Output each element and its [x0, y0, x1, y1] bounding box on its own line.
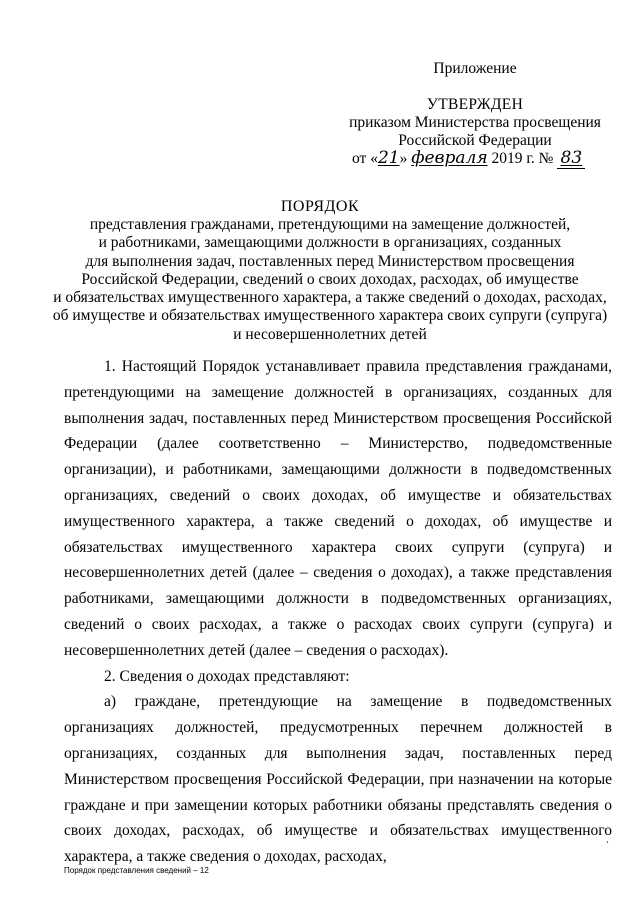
handwritten-order-number: 83 [557, 148, 585, 169]
subtitle-line: и обязательствах имущественного характера, а также сведений о доходах, расходах, [53, 289, 607, 307]
subtitle-line: представления гражданами, претендующими на замещение должностей, [89, 216, 571, 233]
subtitle-line: Российской Федерации, сведений о своих доходах, расходах, об имуществе [81, 270, 579, 288]
handwritten-month: февраля [411, 148, 488, 168]
date-prefix: от « [352, 150, 378, 167]
paragraph-2: 2. Сведения о доходах представляют: [104, 667, 350, 685]
subtitle-line: и работниками, замещающими должности в организациях, созданных [98, 234, 562, 252]
document-body [64, 354, 612, 870]
paragraph-1: 1. Настоящий Порядок устанавливает правила представления гражданами, претендующими на замещение должностей в организациях, созданных для выполнения задач, поставленных перед Министерством просвещения Российской Федерации (далее соответственно – Министерство, подведомственные организации), и работниками, замещающими должности в подведомственных организациях, сведений о своих доходах, об имуществе и обязательствах имущественного характера, а также сведений о доходах, об имуществе и обязательствах имущественного характера своих супруги (супруга) и несовершеннолетних детей (далее – сведения о доходах), а также представления работниками, замещающими должности в подведомственных организациях, сведений о своих расходах, а также о расходах своих супруги (супруга) и несовершеннолетних детей (далее – сведения о расходах). [64, 358, 612, 659]
paragraph-2a: а) граждане, претендующие на замещение в подведомственных организациях должностей, предусмотренных перечнем должностей в организациях, созданных для выполнения задач, поставленных перед Министерством просвещения Российской Федерации, при назначении на которые граждане и при замещении которых работники обязаны представлять сведения о своих доходах, расходах, об имуществе и обязательствах имущественного характера, а также сведения о доходах, расходах, [64, 693, 612, 866]
subtitle-line: об имуществе и обязательствах имущественного характера своих супруги (супруга) [52, 307, 608, 325]
page-footer: Порядок представления сведений – 12 [64, 866, 209, 875]
document-title: ПОРЯДОК [280, 198, 360, 215]
date-year: 2019 г. № [487, 150, 558, 167]
handwritten-day: 21 [377, 148, 400, 168]
approved-label: УТВЕРЖДЕН [426, 96, 524, 113]
order-date-line [352, 148, 622, 169]
order-line-federation: Российской Федерации [398, 132, 552, 149]
pen-mark: ˋ [601, 839, 610, 852]
appendix-label: Приложение [433, 60, 517, 77]
document-subtitle [40, 216, 620, 344]
subtitle-line: для выполнения задач, поставленных перед Министерством просвещения [85, 252, 575, 270]
subtitle-line: и несовершеннолетних детей [233, 325, 427, 343]
date-mid: » [399, 150, 412, 167]
order-line-ministry: приказом Министерства просвещения [349, 114, 601, 131]
